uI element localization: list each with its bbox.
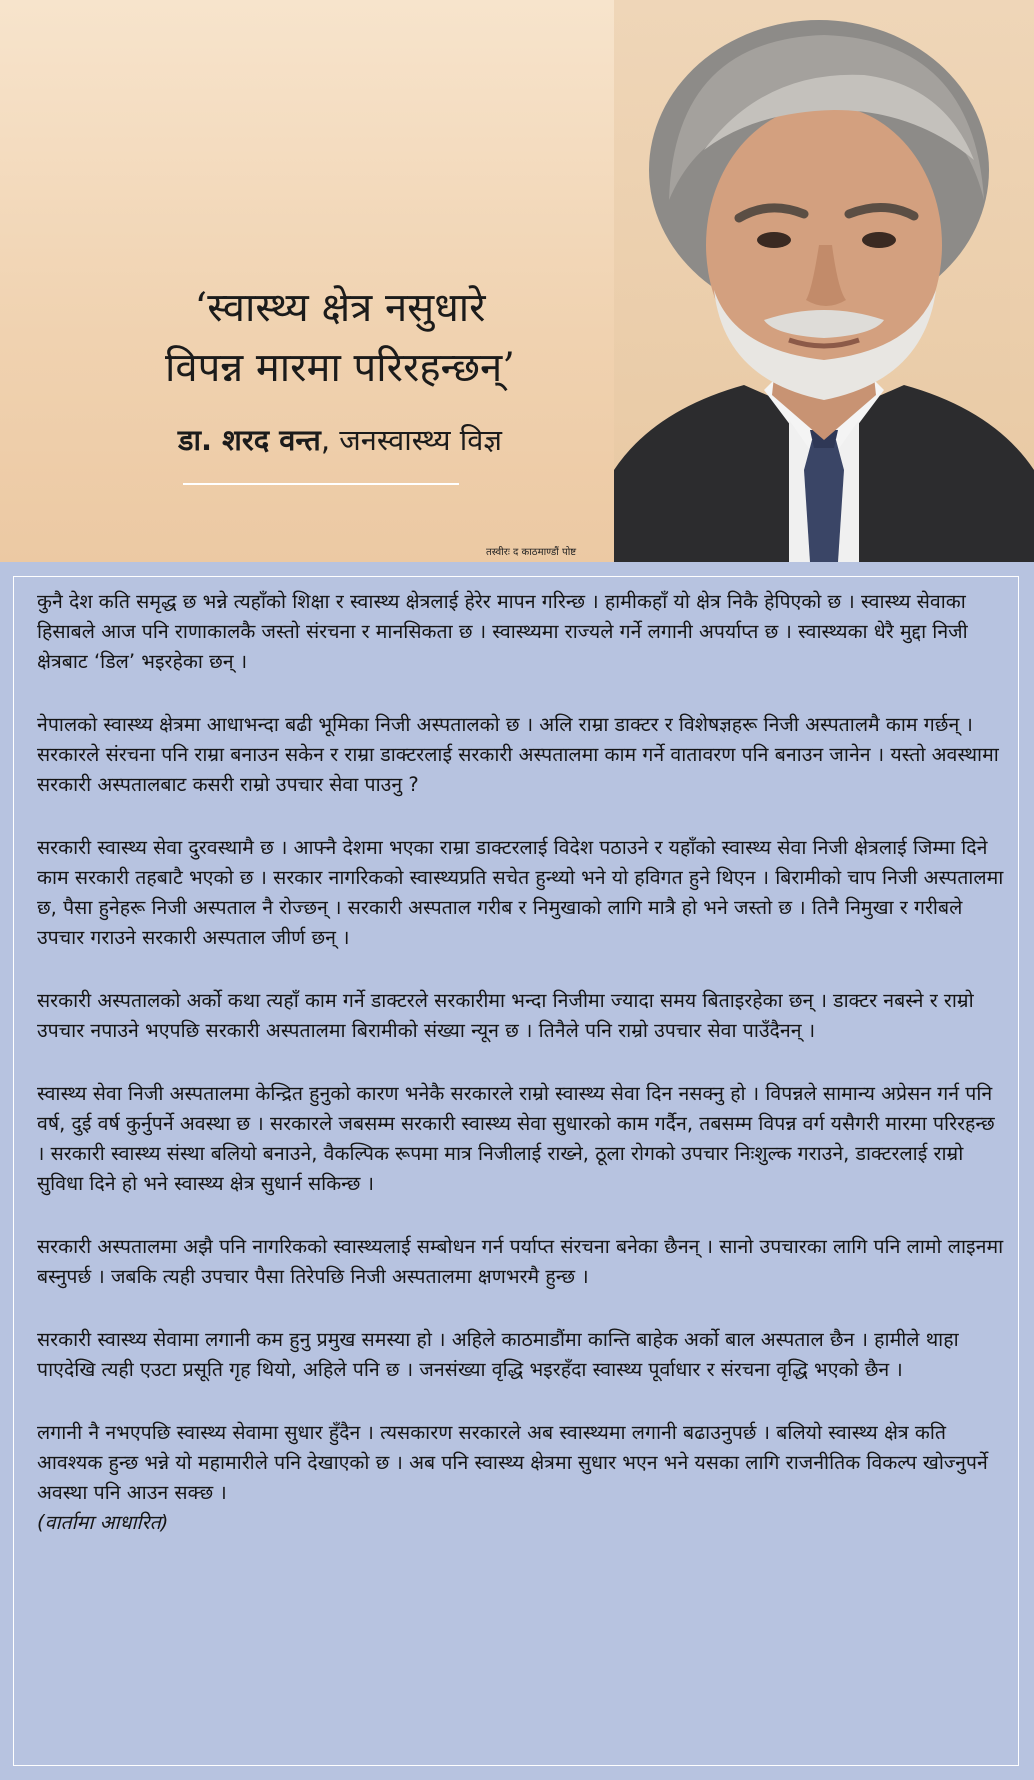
photo-credit: तस्वीरः द काठमाण्डौं पोष्ट	[486, 547, 577, 558]
paragraph-6: सरकारी अस्पतालमा अझै पनि नागरिकको स्वास्थ्यलाई सम्बोधन गर्न पर्याप्त संरचना बनेका छैनन् । सानो उपचारका लागि पनि लामो लाइनमा बस्नुपर्छ । जबकि त्यही उपचार पैसा तिरेपछि निजी अस्पतालमा क्षणभरमै हुन्छ ।	[37, 1235, 1004, 1288]
article-body	[13, 576, 1019, 1766]
byline	[60, 420, 620, 459]
byline-comma: ,	[320, 423, 331, 457]
paragraph-4: सरकारी अस्पतालको अर्को कथा त्यहाँ काम गर्ने डाक्टरले सरकारीमा भन्दा निजीमा ज्यादा समय बिताइरहेका छन् । डाक्टर नबस्ने र राम्रो उपचार नपाउने भएपछि सरकारी अस्पतालमा बिरामीको संख्या न्यून छ । तिनैले पनि राम्रो उपचार सेवा पाउँदैनन् ।	[37, 989, 974, 1042]
source-note: (वार्तामा आधारित)	[37, 1511, 169, 1534]
paragraph-3: सरकारी स्वास्थ्य सेवा दुरवस्थामै छ । आफ्नै देशमा भएका राम्रा डाक्टरलाई विदेश पठाउने र यहाँको स्वास्थ्य सेवा निजी क्षेत्रलाई जिम्मा दिने काम सरकारी तहबाटै भएको छ । सरकार नागरिकको स्वास्थ्यप्रति सचेत हुन्थ्यो भने यो हविगत हुने थिएन । बिरामीको चाप निजी अस्पतालमा छ, पैसा हुनेहरू निजी अस्पताल नै रोज्छन् । सरकारी अस्पताल गरीब र निमुखाको लागि मात्रै हो भने जस्तो छ । तिनै निमुखा र गरीबले उपचार गराउने सरकारी अस्पताल जीर्ण छन् ।	[37, 836, 1004, 949]
portrait-illustration	[614, 0, 1034, 562]
paragraph-2: नेपालको स्वास्थ्य क्षेत्रमा आधाभन्दा बढी भूमिका निजी अस्पतालको छ । अलि राम्रा डाक्टर र विशेषज्ञहरू निजी अस्पतालमै काम गर्छन् । सरकारले संरचना पनि राम्रा बनाउन सकेन र राम्रा डाक्टरलाई सरकारी अस्पतालमा काम गर्ने वातावरण पनि बनाउन जानेन । यस्तो अवस्थामा सरकारी अस्पतालबाट कसरी राम्रो उपचार सेवा पाउनु ?	[37, 713, 999, 796]
author-role: जनस्वास्थ्य विज्ञ	[339, 423, 502, 457]
divider	[183, 483, 459, 485]
paragraph-5: स्वास्थ्य सेवा निजी अस्पतालमा केन्द्रित हुनुको कारण भनेकै सरकारले राम्रो स्वास्थ्य सेवा दिन नसक्नु हो । विपन्नले सामान्य अप्रेसन गर्न पनि वर्ष, दुई वर्ष कुर्नुपर्ने अवस्था छ । सरकारले जबसम्म सरकारी स्वास्थ्य सेवा सुधारको काम गर्दैन, तबसम्म विपन्न वर्ग यसैगरी मारमा परिरहन्छ । सरकारी स्वास्थ्य संस्था बलियो बनाउने, वैकल्पिक रूपमा मात्र निजीलाई राख्ने, ठूला रोगको उपचार निःशुल्क गराउने, डाक्टरलाई राम्रो सुविधा दिने हो भने स्वास्थ्य क्षेत्र सुधार्न सकिन्छ ।	[37, 1082, 995, 1195]
paragraph-1: कुनै देश कति समृद्ध छ भन्ने त्यहाँको शिक्षा र स्वास्थ्य क्षेत्रलाई हेरेर मापन गरिन्छ । हामीकहाँ यो क्षेत्र निकै हेपिएको छ । स्वास्थ्य सेवाका हिसाबले आज पनि राणाकालकै जस्तो संरचना र मानसिकता छ । स्वास्थ्यमा राज्यले गर्ने लगानी अपर्याप्त छ । स्वास्थ्यका धेरै मुद्दा निजी क्षेत्रबाट ‘डिल’ भइरहेका छन् ।	[37, 590, 968, 673]
headline	[60, 278, 620, 398]
paragraph-7: सरकारी स्वास्थ्य सेवामा लगानी कम हुनु प्रमुख समस्या हो । अहिले काठमाडौंमा कान्ति बाहेक अर्को बाल अस्पताल छैन । हामीले थाहा पाएदेखि त्यही एउटा प्रसूति गृह थियो, अहिले पनि छ । जनसंख्या वृद्धि भइरहँदा स्वास्थ्य पूर्वाधार र संरचना वृद्धि भएको छैन ।	[37, 1328, 959, 1381]
header-banner	[0, 0, 1034, 562]
headline-line-1: ‘स्वास्थ्य क्षेत्र नसुधारे	[194, 285, 486, 331]
author-name: डा. शरद वन्त	[178, 423, 321, 457]
portrait-photo	[614, 0, 1034, 562]
paragraph-8: लगानी नै नभएपछि स्वास्थ्य सेवामा सुधार हुँदैन । त्यसकारण सरकारले अब स्वास्थ्यमा लगानी बढाउनुपर्छ । बलियो स्वास्थ्य क्षेत्र कति आवश्यक हुन्छ भन्ने यो महामारीले पनि देखाएको छ । अब पनि स्वास्थ्य क्षेत्रमा सुधार भएन भने यसका लागि राजनीतिक विकल्प खोज्नुपर्ने अवस्था पनि आउन सक्छ ।	[37, 1421, 988, 1504]
headline-line-2: विपन्न मारमा परिरहन्छन्’	[165, 345, 515, 391]
